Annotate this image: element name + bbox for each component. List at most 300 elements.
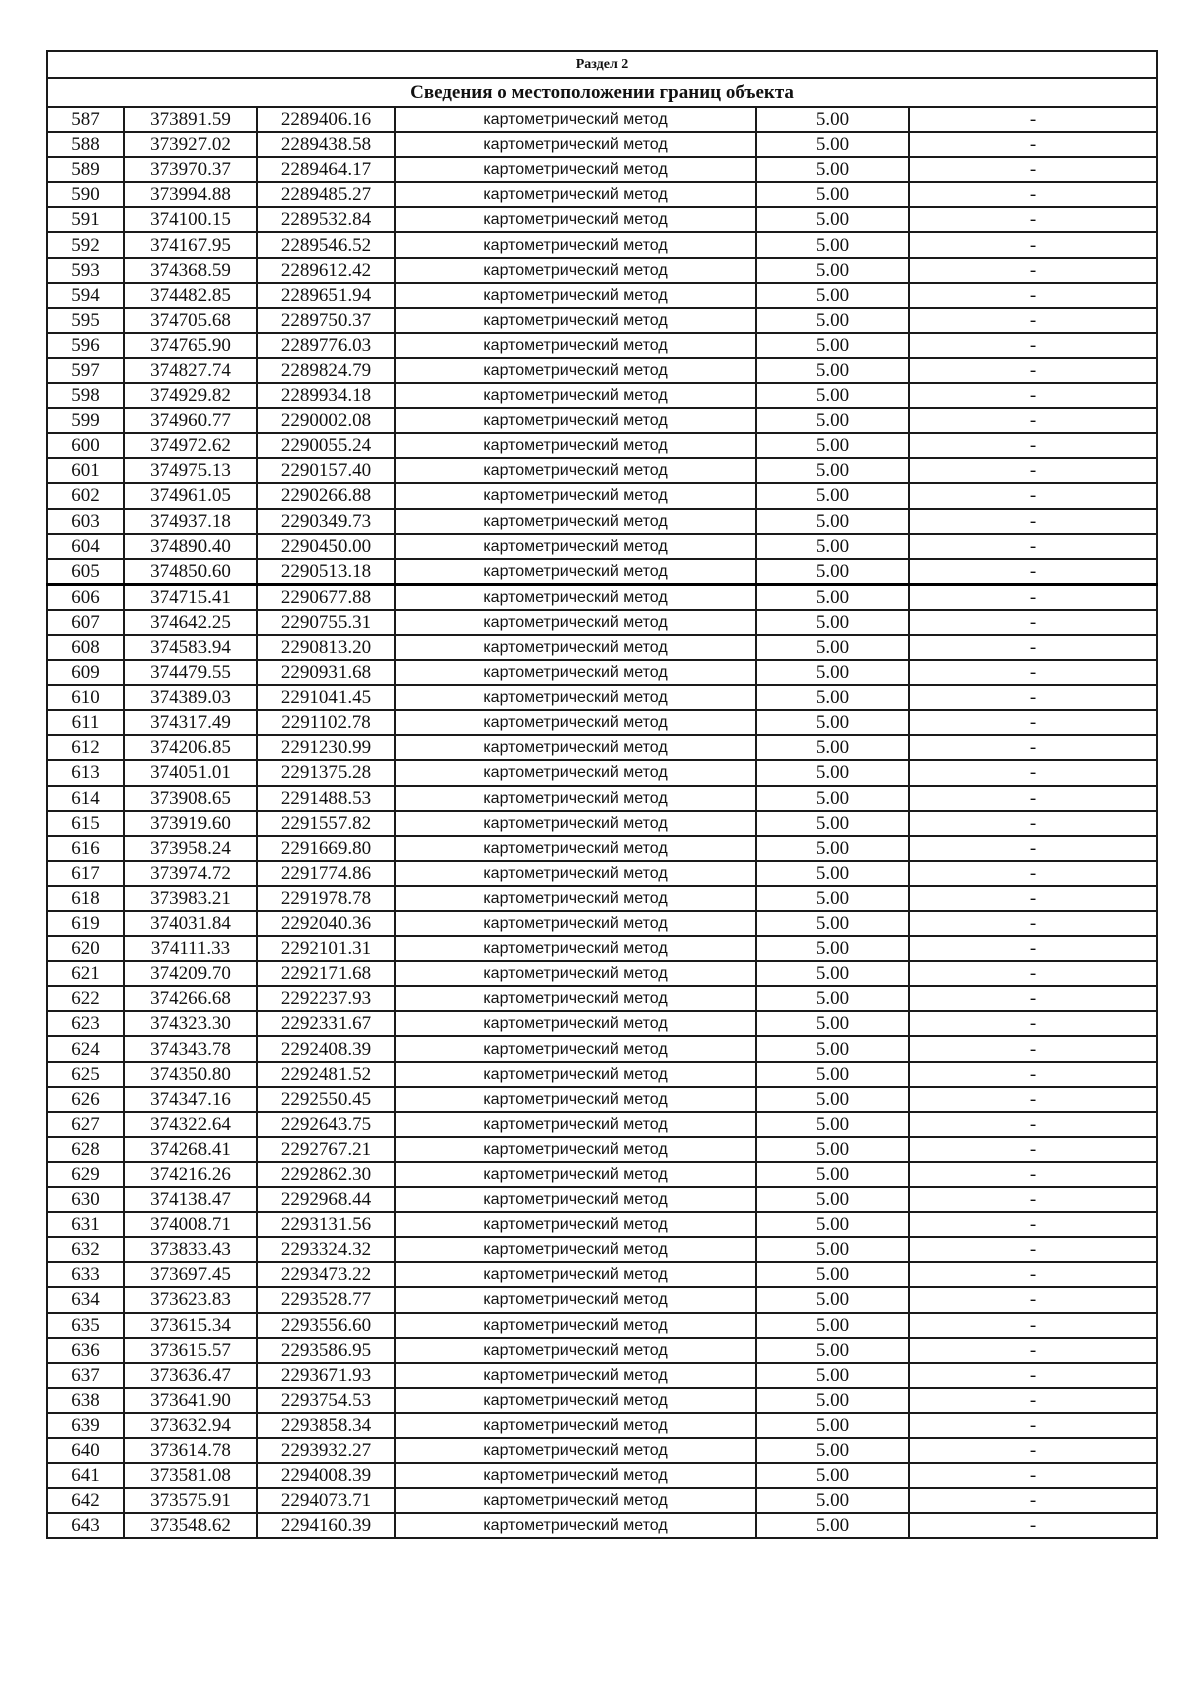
table-row xyxy=(47,660,1157,685)
point-number-cell: 631 xyxy=(47,1212,124,1237)
note-dash-cell: - xyxy=(909,458,1157,483)
determination-method-cell: картометрический метод xyxy=(395,483,756,508)
table-row xyxy=(47,836,1157,861)
coordinate-x-cell: 373615.34 xyxy=(124,1313,257,1338)
note-dash-cell: - xyxy=(909,1112,1157,1137)
determination-method-cell: картометрический метод xyxy=(395,735,756,760)
note-dash-cell: - xyxy=(909,333,1157,358)
coordinate-x-cell: 374583.94 xyxy=(124,635,257,660)
point-number-cell: 599 xyxy=(47,408,124,433)
determination-method-cell: картометрический метод xyxy=(395,333,756,358)
accuracy-value-cell: 5.00 xyxy=(756,811,909,836)
determination-method-cell: картометрический метод xyxy=(395,433,756,458)
accuracy-value-cell: 5.00 xyxy=(756,1338,909,1363)
accuracy-value-cell: 5.00 xyxy=(756,308,909,333)
coordinate-x-cell: 373623.83 xyxy=(124,1287,257,1312)
determination-method-cell: картометрический метод xyxy=(395,660,756,685)
coordinate-y-cell: 2292331.67 xyxy=(257,1011,395,1036)
accuracy-value-cell: 5.00 xyxy=(756,1062,909,1087)
coordinate-x-cell: 374216.26 xyxy=(124,1162,257,1187)
point-number-cell: 588 xyxy=(47,132,124,157)
note-dash-cell: - xyxy=(909,760,1157,785)
coordinate-x-cell: 374008.71 xyxy=(124,1212,257,1237)
coordinate-x-cell: 373927.02 xyxy=(124,132,257,157)
determination-method-cell: картометрический метод xyxy=(395,786,756,811)
point-number-cell: 643 xyxy=(47,1513,124,1538)
table-row xyxy=(47,911,1157,936)
point-number-cell: 590 xyxy=(47,182,124,207)
table-row xyxy=(47,308,1157,333)
table-row xyxy=(47,534,1157,559)
accuracy-value-cell: 5.00 xyxy=(756,660,909,685)
coordinate-x-cell: 374138.47 xyxy=(124,1187,257,1212)
note-dash-cell: - xyxy=(909,1287,1157,1312)
coordinate-x-cell: 374350.80 xyxy=(124,1062,257,1087)
coordinate-y-cell: 2289485.27 xyxy=(257,182,395,207)
coordinate-x-cell: 374268.41 xyxy=(124,1137,257,1162)
coordinate-x-cell: 374368.59 xyxy=(124,258,257,283)
table-title: Сведения о местоположении границ объекта xyxy=(47,78,1157,107)
note-dash-cell: - xyxy=(909,408,1157,433)
coordinate-x-cell: 374343.78 xyxy=(124,1036,257,1061)
note-dash-cell: - xyxy=(909,157,1157,182)
coordinate-y-cell: 2289750.37 xyxy=(257,308,395,333)
note-dash-cell: - xyxy=(909,1463,1157,1488)
point-number-cell: 620 xyxy=(47,936,124,961)
coordinate-y-cell: 2291230.99 xyxy=(257,735,395,760)
table-row xyxy=(47,1036,1157,1061)
table-row xyxy=(47,1363,1157,1388)
coordinate-y-cell: 2290266.88 xyxy=(257,483,395,508)
coordinate-x-cell: 374389.03 xyxy=(124,685,257,710)
determination-method-cell: картометрический метод xyxy=(395,986,756,1011)
point-number-cell: 610 xyxy=(47,685,124,710)
point-number-cell: 623 xyxy=(47,1011,124,1036)
note-dash-cell: - xyxy=(909,836,1157,861)
determination-method-cell: картометрический метод xyxy=(395,1287,756,1312)
coordinate-x-cell: 373908.65 xyxy=(124,786,257,811)
table-row xyxy=(47,986,1157,1011)
accuracy-value-cell: 5.00 xyxy=(756,157,909,182)
coordinate-x-cell: 374929.82 xyxy=(124,383,257,408)
determination-method-cell: картометрический метод xyxy=(395,207,756,232)
determination-method-cell: картометрический метод xyxy=(395,308,756,333)
determination-method-cell: картометрический метод xyxy=(395,635,756,660)
coordinate-x-cell: 374715.41 xyxy=(124,584,257,610)
section-label: Раздел 2 xyxy=(47,51,1157,78)
accuracy-value-cell: 5.00 xyxy=(756,458,909,483)
accuracy-value-cell: 5.00 xyxy=(756,207,909,232)
coordinate-x-cell: 374890.40 xyxy=(124,534,257,559)
determination-method-cell: картометрический метод xyxy=(395,458,756,483)
table-row xyxy=(47,1488,1157,1513)
accuracy-value-cell: 5.00 xyxy=(756,1262,909,1287)
point-number-cell: 605 xyxy=(47,559,124,585)
point-number-cell: 589 xyxy=(47,157,124,182)
table-row xyxy=(47,936,1157,961)
note-dash-cell: - xyxy=(909,383,1157,408)
coordinate-y-cell: 2290157.40 xyxy=(257,458,395,483)
accuracy-value-cell: 5.00 xyxy=(756,509,909,534)
point-number-cell: 587 xyxy=(47,107,124,132)
determination-method-cell: картометрический метод xyxy=(395,559,756,585)
determination-method-cell: картометрический метод xyxy=(395,861,756,886)
point-number-cell: 635 xyxy=(47,1313,124,1338)
accuracy-value-cell: 5.00 xyxy=(756,358,909,383)
coordinate-x-cell: 374975.13 xyxy=(124,458,257,483)
note-dash-cell: - xyxy=(909,534,1157,559)
coordinate-y-cell: 2290513.18 xyxy=(257,559,395,585)
coordinate-y-cell: 2292481.52 xyxy=(257,1062,395,1087)
accuracy-value-cell: 5.00 xyxy=(756,1438,909,1463)
point-number-cell: 612 xyxy=(47,735,124,760)
note-dash-cell: - xyxy=(909,861,1157,886)
coordinate-y-cell: 2293932.27 xyxy=(257,1438,395,1463)
coordinate-y-cell: 2291669.80 xyxy=(257,836,395,861)
point-number-cell: 639 xyxy=(47,1413,124,1438)
coordinate-y-cell: 2292408.39 xyxy=(257,1036,395,1061)
note-dash-cell: - xyxy=(909,207,1157,232)
coordinate-x-cell: 373983.21 xyxy=(124,886,257,911)
coordinate-x-cell: 374347.16 xyxy=(124,1087,257,1112)
coordinate-y-cell: 2293858.34 xyxy=(257,1413,395,1438)
table-row xyxy=(47,1062,1157,1087)
accuracy-value-cell: 5.00 xyxy=(756,383,909,408)
note-dash-cell: - xyxy=(909,107,1157,132)
accuracy-value-cell: 5.00 xyxy=(756,283,909,308)
table-title-row xyxy=(47,78,1157,107)
note-dash-cell: - xyxy=(909,1363,1157,1388)
coordinate-x-cell: 373641.90 xyxy=(124,1388,257,1413)
coordinate-x-cell: 374961.05 xyxy=(124,483,257,508)
coordinate-y-cell: 2291041.45 xyxy=(257,685,395,710)
determination-method-cell: картометрический метод xyxy=(395,107,756,132)
determination-method-cell: картометрический метод xyxy=(395,1438,756,1463)
determination-method-cell: картометрический метод xyxy=(395,383,756,408)
note-dash-cell: - xyxy=(909,1313,1157,1338)
table-row xyxy=(47,1388,1157,1413)
note-dash-cell: - xyxy=(909,483,1157,508)
coordinate-y-cell: 2293324.32 xyxy=(257,1237,395,1262)
note-dash-cell: - xyxy=(909,1087,1157,1112)
coordinate-y-cell: 2289934.18 xyxy=(257,383,395,408)
coordinate-y-cell: 2289406.16 xyxy=(257,107,395,132)
accuracy-value-cell: 5.00 xyxy=(756,911,909,936)
table-row xyxy=(47,961,1157,986)
determination-method-cell: картометрический метод xyxy=(395,936,756,961)
determination-method-cell: картометрический метод xyxy=(395,132,756,157)
note-dash-cell: - xyxy=(909,1413,1157,1438)
table-row xyxy=(47,786,1157,811)
note-dash-cell: - xyxy=(909,660,1157,685)
accuracy-value-cell: 5.00 xyxy=(756,559,909,585)
accuracy-value-cell: 5.00 xyxy=(756,710,909,735)
coordinate-y-cell: 2291488.53 xyxy=(257,786,395,811)
table-row xyxy=(47,157,1157,182)
accuracy-value-cell: 5.00 xyxy=(756,1237,909,1262)
table-row xyxy=(47,635,1157,660)
determination-method-cell: картометрический метод xyxy=(395,1413,756,1438)
accuracy-value-cell: 5.00 xyxy=(756,408,909,433)
note-dash-cell: - xyxy=(909,1237,1157,1262)
point-number-cell: 629 xyxy=(47,1162,124,1187)
table-row xyxy=(47,559,1157,585)
determination-method-cell: картометрический метод xyxy=(395,157,756,182)
coordinate-y-cell: 2291102.78 xyxy=(257,710,395,735)
table-row xyxy=(47,1413,1157,1438)
point-number-cell: 598 xyxy=(47,383,124,408)
note-dash-cell: - xyxy=(909,1388,1157,1413)
coordinate-y-cell: 2291557.82 xyxy=(257,811,395,836)
note-dash-cell: - xyxy=(909,811,1157,836)
coordinate-x-cell: 373919.60 xyxy=(124,811,257,836)
point-number-cell: 640 xyxy=(47,1438,124,1463)
accuracy-value-cell: 5.00 xyxy=(756,584,909,610)
table-row xyxy=(47,1087,1157,1112)
table-row xyxy=(47,811,1157,836)
accuracy-value-cell: 5.00 xyxy=(756,635,909,660)
table-row xyxy=(47,1463,1157,1488)
accuracy-value-cell: 5.00 xyxy=(756,1162,909,1187)
coordinate-y-cell: 2294008.39 xyxy=(257,1463,395,1488)
note-dash-cell: - xyxy=(909,258,1157,283)
coordinate-y-cell: 2289776.03 xyxy=(257,333,395,358)
determination-method-cell: картометрический метод xyxy=(395,1011,756,1036)
table-row xyxy=(47,1162,1157,1187)
table-row xyxy=(47,1137,1157,1162)
determination-method-cell: картометрический метод xyxy=(395,1062,756,1087)
accuracy-value-cell: 5.00 xyxy=(756,333,909,358)
coordinate-y-cell: 2292101.31 xyxy=(257,936,395,961)
note-dash-cell: - xyxy=(909,1338,1157,1363)
table-row xyxy=(47,458,1157,483)
point-number-cell: 642 xyxy=(47,1488,124,1513)
determination-method-cell: картометрический метод xyxy=(395,1036,756,1061)
point-number-cell: 617 xyxy=(47,861,124,886)
determination-method-cell: картометрический метод xyxy=(395,1363,756,1388)
accuracy-value-cell: 5.00 xyxy=(756,986,909,1011)
note-dash-cell: - xyxy=(909,961,1157,986)
accuracy-value-cell: 5.00 xyxy=(756,132,909,157)
table-row xyxy=(47,358,1157,383)
accuracy-value-cell: 5.00 xyxy=(756,232,909,257)
accuracy-value-cell: 5.00 xyxy=(756,1187,909,1212)
point-number-cell: 603 xyxy=(47,509,124,534)
accuracy-value-cell: 5.00 xyxy=(756,1011,909,1036)
note-dash-cell: - xyxy=(909,182,1157,207)
coordinate-y-cell: 2290677.88 xyxy=(257,584,395,610)
note-dash-cell: - xyxy=(909,1187,1157,1212)
coordinate-x-cell: 373615.57 xyxy=(124,1338,257,1363)
coordinate-x-cell: 374266.68 xyxy=(124,986,257,1011)
coordinate-x-cell: 373575.91 xyxy=(124,1488,257,1513)
coordinate-x-cell: 374031.84 xyxy=(124,911,257,936)
coordinate-x-cell: 373632.94 xyxy=(124,1413,257,1438)
coordinate-y-cell: 2289464.17 xyxy=(257,157,395,182)
point-number-cell: 609 xyxy=(47,660,124,685)
determination-method-cell: картометрический метод xyxy=(395,911,756,936)
determination-method-cell: картометрический метод xyxy=(395,584,756,610)
table-row xyxy=(47,861,1157,886)
note-dash-cell: - xyxy=(909,1262,1157,1287)
table-row xyxy=(47,1011,1157,1036)
table-row xyxy=(47,509,1157,534)
boundary-coordinates-table xyxy=(46,50,1158,1539)
table-row xyxy=(47,1438,1157,1463)
determination-method-cell: картометрический метод xyxy=(395,1237,756,1262)
point-number-cell: 633 xyxy=(47,1262,124,1287)
note-dash-cell: - xyxy=(909,1438,1157,1463)
note-dash-cell: - xyxy=(909,1036,1157,1061)
accuracy-value-cell: 5.00 xyxy=(756,936,909,961)
determination-method-cell: картометрический метод xyxy=(395,1137,756,1162)
determination-method-cell: картометрический метод xyxy=(395,1262,756,1287)
coordinate-y-cell: 2289612.42 xyxy=(257,258,395,283)
section-header-row xyxy=(47,51,1157,78)
note-dash-cell: - xyxy=(909,735,1157,760)
point-number-cell: 597 xyxy=(47,358,124,383)
table-row xyxy=(47,1313,1157,1338)
table-row xyxy=(47,760,1157,785)
determination-method-cell: картометрический метод xyxy=(395,1513,756,1538)
coordinate-y-cell: 2291978.78 xyxy=(257,886,395,911)
coordinate-x-cell: 374937.18 xyxy=(124,509,257,534)
table-row xyxy=(47,584,1157,610)
coordinate-y-cell: 2291375.28 xyxy=(257,760,395,785)
coordinate-y-cell: 2293528.77 xyxy=(257,1287,395,1312)
coordinate-y-cell: 2292862.30 xyxy=(257,1162,395,1187)
point-number-cell: 622 xyxy=(47,986,124,1011)
determination-method-cell: картометрический метод xyxy=(395,408,756,433)
point-number-cell: 600 xyxy=(47,433,124,458)
table-row xyxy=(47,1338,1157,1363)
point-number-cell: 601 xyxy=(47,458,124,483)
accuracy-value-cell: 5.00 xyxy=(756,258,909,283)
point-number-cell: 618 xyxy=(47,886,124,911)
note-dash-cell: - xyxy=(909,1513,1157,1538)
point-number-cell: 608 xyxy=(47,635,124,660)
determination-method-cell: картометрический метод xyxy=(395,1388,756,1413)
accuracy-value-cell: 5.00 xyxy=(756,433,909,458)
determination-method-cell: картометрический метод xyxy=(395,182,756,207)
coordinate-x-cell: 373548.62 xyxy=(124,1513,257,1538)
note-dash-cell: - xyxy=(909,635,1157,660)
note-dash-cell: - xyxy=(909,936,1157,961)
coordinate-x-cell: 374705.68 xyxy=(124,308,257,333)
note-dash-cell: - xyxy=(909,433,1157,458)
point-number-cell: 616 xyxy=(47,836,124,861)
table-row xyxy=(47,1187,1157,1212)
table-row xyxy=(47,1237,1157,1262)
coordinate-x-cell: 374100.15 xyxy=(124,207,257,232)
point-number-cell: 607 xyxy=(47,610,124,635)
coordinate-x-cell: 374111.33 xyxy=(124,936,257,961)
accuracy-value-cell: 5.00 xyxy=(756,107,909,132)
table-row xyxy=(47,383,1157,408)
determination-method-cell: картометрический метод xyxy=(395,685,756,710)
table-body xyxy=(47,51,1157,1538)
coordinate-y-cell: 2292968.44 xyxy=(257,1187,395,1212)
accuracy-value-cell: 5.00 xyxy=(756,1388,909,1413)
accuracy-value-cell: 5.00 xyxy=(756,1087,909,1112)
point-number-cell: 627 xyxy=(47,1112,124,1137)
table-row xyxy=(47,710,1157,735)
coordinate-y-cell: 2292040.36 xyxy=(257,911,395,936)
determination-method-cell: картометрический метод xyxy=(395,1338,756,1363)
coordinate-y-cell: 2290813.20 xyxy=(257,635,395,660)
note-dash-cell: - xyxy=(909,1488,1157,1513)
coordinate-y-cell: 2293131.56 xyxy=(257,1212,395,1237)
determination-method-cell: картометрический метод xyxy=(395,760,756,785)
coordinate-x-cell: 374323.30 xyxy=(124,1011,257,1036)
accuracy-value-cell: 5.00 xyxy=(756,483,909,508)
note-dash-cell: - xyxy=(909,786,1157,811)
point-number-cell: 611 xyxy=(47,710,124,735)
determination-method-cell: картометрический метод xyxy=(395,283,756,308)
coordinate-x-cell: 373958.24 xyxy=(124,836,257,861)
coordinate-y-cell: 2292767.21 xyxy=(257,1137,395,1162)
coordinate-y-cell: 2289438.58 xyxy=(257,132,395,157)
table-row xyxy=(47,107,1157,132)
point-number-cell: 594 xyxy=(47,283,124,308)
point-number-cell: 592 xyxy=(47,232,124,257)
determination-method-cell: картометрический метод xyxy=(395,961,756,986)
coordinate-x-cell: 374850.60 xyxy=(124,559,257,585)
table-row xyxy=(47,610,1157,635)
note-dash-cell: - xyxy=(909,1011,1157,1036)
accuracy-value-cell: 5.00 xyxy=(756,182,909,207)
accuracy-value-cell: 5.00 xyxy=(756,861,909,886)
point-number-cell: 636 xyxy=(47,1338,124,1363)
point-number-cell: 621 xyxy=(47,961,124,986)
accuracy-value-cell: 5.00 xyxy=(756,1363,909,1388)
table-row xyxy=(47,132,1157,157)
note-dash-cell: - xyxy=(909,132,1157,157)
coordinate-y-cell: 2290931.68 xyxy=(257,660,395,685)
note-dash-cell: - xyxy=(909,232,1157,257)
note-dash-cell: - xyxy=(909,1162,1157,1187)
point-number-cell: 593 xyxy=(47,258,124,283)
point-number-cell: 630 xyxy=(47,1187,124,1212)
accuracy-value-cell: 5.00 xyxy=(756,1287,909,1312)
note-dash-cell: - xyxy=(909,886,1157,911)
determination-method-cell: картометрический метод xyxy=(395,1162,756,1187)
determination-method-cell: картометрический метод xyxy=(395,811,756,836)
coordinate-y-cell: 2290349.73 xyxy=(257,509,395,534)
coordinate-x-cell: 374972.62 xyxy=(124,433,257,458)
accuracy-value-cell: 5.00 xyxy=(756,1313,909,1338)
determination-method-cell: картометрический метод xyxy=(395,710,756,735)
coordinate-x-cell: 374167.95 xyxy=(124,232,257,257)
table-row xyxy=(47,408,1157,433)
accuracy-value-cell: 5.00 xyxy=(756,735,909,760)
determination-method-cell: картометрический метод xyxy=(395,1187,756,1212)
accuracy-value-cell: 5.00 xyxy=(756,1112,909,1137)
coordinate-y-cell: 2294160.39 xyxy=(257,1513,395,1538)
table-row xyxy=(47,283,1157,308)
table-row xyxy=(47,1287,1157,1312)
determination-method-cell: картометрический метод xyxy=(395,509,756,534)
table-row xyxy=(47,258,1157,283)
determination-method-cell: картометрический метод xyxy=(395,358,756,383)
determination-method-cell: картометрический метод xyxy=(395,836,756,861)
table-row xyxy=(47,1112,1157,1137)
coordinate-y-cell: 2293473.22 xyxy=(257,1262,395,1287)
accuracy-value-cell: 5.00 xyxy=(756,786,909,811)
coordinate-y-cell: 2289546.52 xyxy=(257,232,395,257)
coordinate-x-cell: 374479.55 xyxy=(124,660,257,685)
coordinate-x-cell: 374317.49 xyxy=(124,710,257,735)
